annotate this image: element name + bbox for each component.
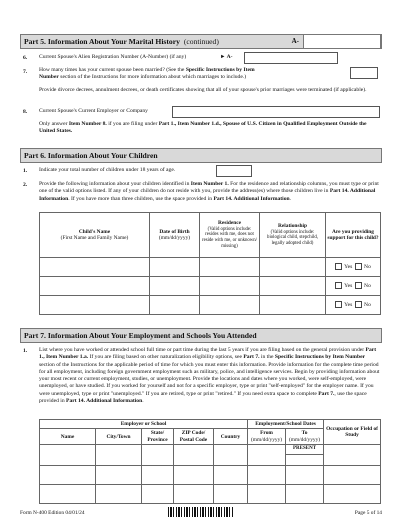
date-to-field[interactable]: [286, 465, 324, 484]
date-to-field[interactable]: [286, 454, 324, 465]
form-edition: Form N-400 Edition 04/01/24: [20, 510, 85, 516]
child-residence-field[interactable]: [200, 277, 260, 296]
child-row: [40, 296, 381, 315]
employment-row: [40, 445, 381, 454]
occupation-field[interactable]: [324, 465, 381, 484]
q6-number: 6.: [23, 55, 28, 61]
child-support-cell: Yes No: [326, 258, 381, 277]
q7-note: Provide divorce decrees, annulment decrees, or death certificates showing that all of your spouse's prior marriages were terminated (if applicable).: [39, 87, 367, 93]
child-dob-field[interactable]: [150, 277, 200, 296]
child-row: [40, 258, 381, 277]
col-city: City/Town: [96, 429, 142, 445]
children-count-field[interactable]: [216, 165, 252, 177]
q7-label: How many times has your current spouse been married? (See the Specific Instructions by Item Number section of the Instructions for more information about which marriages to include.): [39, 67, 255, 81]
children-table: [39, 212, 381, 315]
col-residence: Residence (Valid options include: resides with me, does not reside with me, or unknown/ missing): [200, 213, 260, 258]
employer-state-field[interactable]: [142, 445, 174, 465]
dates-group-header: Employment/School Dates: [248, 420, 324, 429]
q8-note: Only answer Item Number 8. if you are filing under Part 1., Item Number 1.d., Spouse of U.S. Citizen in Qualified Employment Outside the United States.: [39, 121, 367, 135]
p6-q2-label: Provide the following information about your children identified in Item Number 1. For the residence and relationship columns, you must type or print one of the valid options listed. If any of your children do not reside with you, provide the address(es) where those children live in Part 14. Additional Information. If you have more than three children, use the space provided in Part 14. Additional Information.: [39, 181, 379, 202]
col-date-of-birth: Date of Birth (mm/dd/yyyy): [150, 213, 200, 258]
p6-q2-number: 2.: [23, 182, 28, 188]
employer-group-header: Employer or School: [40, 420, 248, 429]
no-checkbox[interactable]: [355, 282, 362, 289]
a-number-header-field[interactable]: [303, 34, 381, 49]
employer-country-field[interactable]: [214, 445, 248, 465]
employer-name-field[interactable]: [40, 445, 96, 465]
employer-state-field[interactable]: [142, 484, 174, 503]
yes-checkbox[interactable]: [335, 263, 342, 270]
a-number-prefix: A-: [291, 37, 299, 45]
part5-header: [20, 34, 382, 49]
occupation-field[interactable]: [324, 445, 381, 465]
part6-title: Part 6. Information About Your Children: [24, 151, 158, 160]
col-from: From (mm/dd/yyyy): [248, 429, 286, 445]
date-to-field[interactable]: [286, 484, 324, 503]
q6-label: Current Spouse's Alien Registration Number (A-Number) (if any): [39, 54, 187, 60]
no-checkbox[interactable]: [355, 301, 362, 308]
employment-row: [40, 484, 381, 503]
barcode-image: [168, 507, 234, 517]
employer-zip-field[interactable]: [174, 445, 214, 465]
child-relationship-field[interactable]: [260, 277, 326, 296]
col-to: To (mm/dd/yyyy): [286, 429, 324, 445]
employer-zip-field[interactable]: [174, 484, 214, 503]
q8-number: 8.: [23, 109, 28, 115]
employer-name-field[interactable]: [40, 484, 96, 503]
col-zip: ZIP Code/ Postal Code: [174, 429, 214, 445]
employer-name-field[interactable]: [40, 465, 96, 484]
part7-title: Part 7. Information About Your Employment and Schools You Attended: [24, 331, 257, 340]
child-dob-field[interactable]: [150, 296, 200, 315]
col-state: State/ Province: [142, 429, 174, 445]
employment-table: [39, 419, 381, 504]
col-employer-name: Name: [40, 429, 96, 445]
part6-header: [20, 148, 382, 163]
yes-checkbox[interactable]: [335, 301, 342, 308]
date-from-field[interactable]: [248, 465, 286, 484]
q7-number: 7.: [23, 69, 28, 75]
employer-country-field[interactable]: [214, 465, 248, 484]
employer-city-field[interactable]: [96, 465, 142, 484]
child-residence-field[interactable]: [200, 258, 260, 277]
col-occupation: Occupation or Field of Study: [324, 420, 381, 445]
q6-a-prefix: ► A-: [220, 54, 233, 60]
employer-zip-field[interactable]: [174, 465, 214, 484]
col-country: Country: [214, 429, 248, 445]
child-relationship-field[interactable]: [260, 296, 326, 315]
child-support-cell: Yes No: [326, 296, 381, 315]
child-support-cell: Yes No: [326, 277, 381, 296]
col-child-name: Child's Name (First Name and Family Name): [40, 213, 150, 258]
part7-header: [20, 328, 382, 343]
child-name-field[interactable]: [40, 277, 150, 296]
date-from-field[interactable]: [248, 484, 286, 503]
child-row: [40, 277, 381, 296]
spouse-a-number-field[interactable]: [244, 52, 338, 64]
date-from-field[interactable]: [248, 445, 286, 465]
employer-city-field[interactable]: [96, 445, 142, 465]
employer-city-field[interactable]: [96, 484, 142, 503]
occupation-field[interactable]: [324, 484, 381, 503]
page-number: Page 5 of 14: [354, 510, 382, 516]
col-support: Are you providing support for this child?: [326, 213, 381, 258]
p6-q1-number: 1.: [23, 168, 28, 174]
child-name-field[interactable]: [40, 296, 150, 315]
child-name-field[interactable]: [40, 258, 150, 277]
spouse-employer-field[interactable]: [172, 106, 380, 118]
child-residence-field[interactable]: [200, 296, 260, 315]
no-checkbox[interactable]: [355, 263, 362, 270]
present-label: PRESENT: [286, 445, 324, 454]
part5-continued: (continued): [183, 37, 219, 46]
spouse-times-married-field[interactable]: [350, 67, 378, 79]
p6-q1-label: Indicate your total number of children under 18 years of age.: [39, 167, 176, 173]
col-relationship: Relationship (Valid options include: biological child, stepchild, legally adopted child): [260, 213, 326, 258]
employment-row: [40, 465, 381, 484]
part5-title: Part 5. Information About Your Marital History: [24, 37, 180, 46]
child-relationship-field[interactable]: [260, 258, 326, 277]
employer-country-field[interactable]: [214, 484, 248, 503]
q8-label: Current Spouse's Current Employer or Company: [39, 108, 148, 114]
p7-q1-number: 1.: [23, 348, 28, 354]
employer-state-field[interactable]: [142, 465, 174, 484]
p7-q1-label: List where you have worked or attended school full time or part time during the last 5 years if you are filing based on the general provision under Part 1., Item Number 1.a. If you are filing based on other naturalization eligibility options, see Part 7. in the Specific Instructions by Item Number section of the Instructions for the applicable period of time for which you must enter this information. Provide information for the complete time period for all employment, including foreign government employment such as military, police, and intelligence services. Begin by providing information about your most recent or current employment, studies, or unemployment. Provide the locations and dates where you worked, were self-employed, were unemployed, or have studied. If you worked for yourself and not for a specific employer, type or print "self-employed" for the employer name. If you were unemployed, type or print "unemployed." If you are retired, type or print "retired." If you need extra space to complete Part 7., use the space provided in Part 14. Additional Information.: [39, 347, 380, 405]
yes-checkbox[interactable]: [335, 282, 342, 289]
child-dob-field[interactable]: [150, 258, 200, 277]
